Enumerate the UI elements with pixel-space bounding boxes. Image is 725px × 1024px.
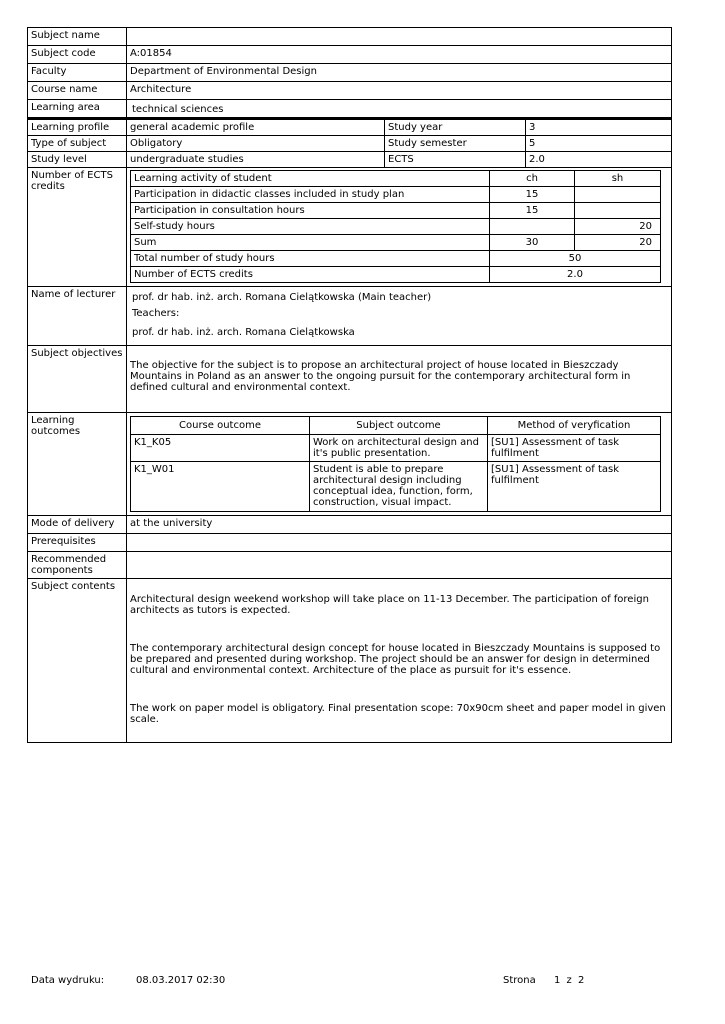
row-lecturer [28,287,671,346]
value-prerequisites [127,534,671,551]
ects-total-value: 50 [490,251,661,267]
ects-header-ch: ch [490,171,575,187]
value-type-of-subject: Obligatory [130,138,183,149]
value-faculty: Department of Environmental Design [130,66,317,77]
value-learning-area: technical sciences [132,104,224,115]
row-subject-name [28,28,671,46]
label-subject-objectives: Subject objectives [28,346,127,412]
outcomes-table [130,416,661,512]
value-ects: 2.0 [525,152,671,167]
contents-paragraph: The work on paper model is obligatory. Final presentation scope: 70x90cm sheet and paper model in given scale. [130,703,666,725]
label-learning-outcomes: Learning outcomes [28,413,127,515]
ects-table [130,170,661,283]
ects-ch: 15 [490,187,575,203]
print-date-value: 08.03.2017 02:30 [136,975,226,986]
label-name-of-lecturer: Name of lecturer [28,287,127,345]
value-subject-objectives: The objective for the subject is to propose an architectural project of house located in Bieszczady Mountains in Poland as an answer to the ongoing pursuit for the contemporary architectural form in defined cultural and environmental context. [130,360,631,393]
lecturer-main: prof. dr hab. inż. arch. Romana Cielątkowska (Main teacher) [132,292,432,303]
value-subject-code: A:01854 [130,48,172,59]
ects-header-row [131,171,661,187]
ects-activity: Self-study hours [131,219,490,235]
ects-ch: 15 [490,203,575,219]
ects-ch: 30 [490,235,575,251]
value-learning-profile: general academic profile [130,122,255,133]
outcome-row [131,462,661,512]
label-number-of-ects: Number of ECTS credits [28,168,127,286]
outcome-course: K1_K05 [131,435,310,462]
row-type-of-subject [28,136,671,152]
ects-credits-label: Number of ECTS credits [131,267,490,283]
label-study-year: Study year [384,120,525,135]
outcome-subject: Work on architectural design and it's public presentation. [310,435,488,462]
page-label: Strona [503,975,536,986]
value-study-semester: 5 [525,136,671,151]
ects-header-sh: sh [575,171,661,187]
label-subject-code: Subject code [28,46,127,63]
label-mode-of-delivery: Mode of delivery [28,516,127,533]
ects-credits-row [131,267,661,283]
value-recommended-components [127,552,671,578]
outcomes-header-row [131,417,661,435]
outcomes-wrapper [127,413,671,515]
row-ects-credits [28,168,671,287]
ects-row [131,219,661,235]
ects-total-row [131,251,661,267]
row-subject-code [28,46,671,64]
course-card [27,27,672,743]
outcome-method: [SU1] Assessment of task fulfilment [488,435,661,462]
lecturer-block [127,287,671,345]
ects-sh [575,203,661,219]
subject-contents-block [127,579,671,742]
ects-total-label: Total number of study hours [131,251,490,267]
teachers-label: Teachers: [132,308,180,319]
ects-sh: 20 [575,219,661,235]
page-number: 1 z 2 [554,975,585,986]
value-study-level: undergraduate studies [130,154,244,165]
ects-sh [575,187,661,203]
outcome-method: [SU1] Assessment of task fulfilment [488,462,661,512]
label-study-semester: Study semester [384,136,525,151]
ects-row [131,235,661,251]
label-faculty: Faculty [28,64,127,81]
row-faculty [28,64,671,82]
outcome-row [131,435,661,462]
label-subject-contents: Subject contents [28,579,127,742]
contents-paragraph: The contemporary architectural design concept for house located in Bieszczady Mountains is supposed to be prepared and presented during workshop. The project should be an answer for design in determined cultural and environmental context. Architecture of the place as pursuit for it's essence. [130,643,661,676]
value-course-name: Architecture [130,84,192,95]
row-prerequisites [28,534,671,552]
value-subject-name [127,28,671,45]
outcomes-header-course: Course outcome [131,417,310,435]
outcomes-header-method: Method of veryfication [488,417,661,435]
row-objectives [28,346,671,413]
row-course-name [28,82,671,100]
ects-table-wrapper [127,168,671,286]
label-prerequisites: Prerequisites [28,534,127,551]
print-date-label: Data wydruku: [31,975,105,986]
ects-activity: Sum [131,235,490,251]
ects-activity: Participation in didactic classes included in study plan [131,187,490,203]
row-learning-area [28,100,671,120]
row-subject-contents [28,579,671,742]
value-study-year: 3 [525,120,671,135]
outcomes-header-subject: Subject outcome [310,417,488,435]
outcome-course: K1_W01 [131,462,310,512]
label-recommended-components: Recommended components [28,552,127,578]
row-learning-outcomes [28,413,671,516]
label-learning-area: Learning area [28,100,127,117]
ects-credits-value: 2.0 [490,267,661,283]
lecturer-teacher: prof. dr hab. inż. arch. Romana Cielątkowska [132,327,355,338]
contents-paragraph: Architectural design weekend workshop will take place on 11-13 December. The participation of foreign architects as tutors is expected. [130,594,649,616]
ects-activity: Participation in consultation hours [131,203,490,219]
ects-row [131,187,661,203]
label-type-of-subject: Type of subject [28,136,127,151]
outcome-subject: Student is able to prepare architectural design including conceptual idea, function, form, construction, visual impact. [310,462,488,512]
row-recommended-components [28,552,671,579]
row-study-level [28,152,671,168]
ects-header-activity: Learning activity of student [131,171,490,187]
ects-row [131,203,661,219]
label-course-name: Course name [28,82,127,99]
label-ects: ECTS [384,152,525,167]
value-mode-of-delivery: at the university [130,518,213,529]
row-learning-profile [28,120,671,136]
ects-sh: 20 [575,235,661,251]
ects-ch [490,219,575,235]
label-study-level: Study level [28,152,127,167]
label-subject-name: Subject name [28,28,127,45]
row-mode-of-delivery [28,516,671,534]
label-learning-profile: Learning profile [28,120,127,135]
